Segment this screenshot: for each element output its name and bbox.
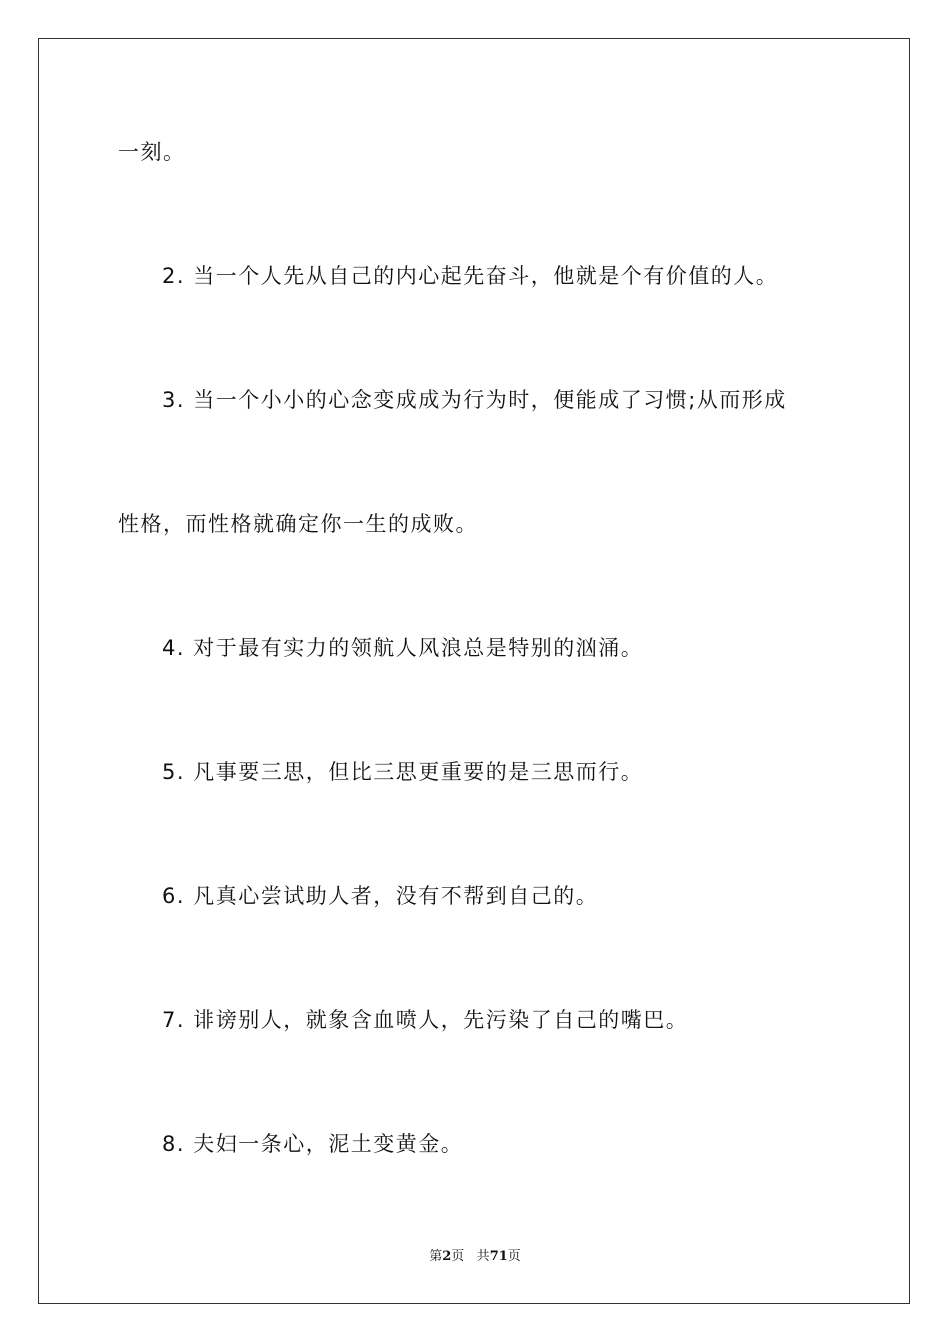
- text-line-5: 4. 对于最有实力的领航人风浪总是特别的汹涌。: [162, 636, 644, 660]
- total-pages: 71: [489, 1249, 508, 1264]
- page-suffix: 页: [451, 1249, 465, 1264]
- page-frame: [38, 38, 910, 1304]
- page-prefix: 第: [429, 1249, 443, 1264]
- total-suffix: 页: [507, 1249, 521, 1264]
- text-line-8: 7. 诽谤别人，就象含血喷人，先污染了自己的嘴巴。: [162, 1008, 689, 1032]
- total-prefix: 共: [476, 1249, 490, 1264]
- text-line-7: 6. 凡真心尝试助人者，没有不帮到自己的。: [162, 884, 599, 908]
- text-line-9: 8. 夫妇一条心，泥土变黄金。: [162, 1132, 464, 1156]
- page-footer: [0, 1248, 950, 1266]
- page-number: 2: [442, 1249, 452, 1264]
- text-line-6: 5. 凡事要三思，但比三思更重要的是三思而行。: [162, 760, 644, 784]
- text-line-2: 2. 当一个人先从自己的内心起先奋斗，他就是个有价值的人。: [162, 264, 779, 288]
- text-line-3: 3. 当一个小小的心念变成成为行为时，便能成了习惯;从而形成: [162, 388, 787, 412]
- text-line-1: 一刻。: [118, 140, 186, 164]
- text-line-4: 性格，而性格就确定你一生的成败。: [118, 512, 478, 536]
